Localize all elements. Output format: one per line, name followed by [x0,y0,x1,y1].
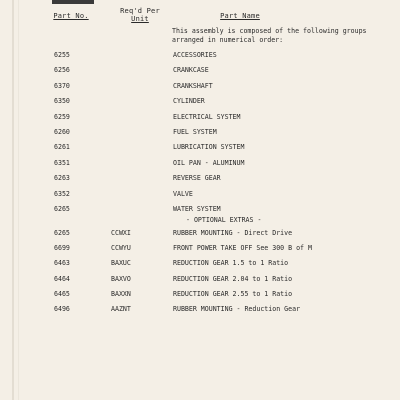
part-name: ACCESSORIES [173,51,217,59]
table-row [0,51,400,63]
part-number: 6263 [54,174,70,183]
top-edge-mark [52,0,94,4]
unit-code: CCWYU [111,244,131,253]
part-name: REVERSE GEAR [173,174,221,183]
part-name: REDUCTION GEAR 2.04 to 1 Ratio [173,274,293,283]
table-row [0,275,400,287]
unit-code: BAXUC [111,259,131,268]
table-row [0,174,400,186]
table-row [0,290,400,302]
part-name: ELECTRICAL SYSTEM [173,112,241,121]
part-name: OIL PAN - ALUMINUM [173,158,245,167]
header-part-name: Part Name [220,12,260,20]
table-row [0,305,400,317]
table-row [0,97,400,109]
part-name: FRONT POWER TAKE OFF See 300 B of M [173,244,312,253]
part-number: 6259 [54,112,70,121]
table-row [0,190,400,202]
header-reqd-line1: Req'd Per [120,7,160,15]
unit-code: BAXVO [111,274,131,283]
part-name: REDUCTION GEAR 1.5 to 1 Ratio [173,259,289,268]
part-name: FUEL SYSTEM [173,128,217,136]
unit-code: AAZNT [111,305,131,313]
table-row [0,229,400,241]
part-number: 6256 [54,66,70,75]
table-row [0,259,400,271]
part-name: LUBRICATION SYSTEM [173,143,245,152]
part-number: 6699 [54,244,70,253]
part-number: 6265 [54,205,70,213]
part-name: WATER SYSTEM [173,205,221,213]
table-row [0,66,400,78]
part-name: CRANKCASE [173,66,209,75]
part-number: 6351 [54,158,70,167]
header-reqd-line2: Unit [131,15,149,23]
part-number: 6265 [54,229,70,237]
part-number: 6255 [54,51,70,59]
unit-code: CCWXI [111,229,131,237]
part-number: 6464 [54,274,70,283]
part-name: VALVE [173,189,193,198]
part-number: 6465 [54,289,70,298]
part-name: CYLINDER [173,97,205,106]
part-name: CRANKSHAFT [173,81,213,90]
part-number: 6370 [54,81,70,90]
table-row [0,143,400,155]
part-number: 6260 [54,128,70,136]
part-number: 6350 [54,97,70,106]
table-row [0,244,400,256]
header-part-no: Part No. [53,12,89,20]
part-name: RUBBER MOUNTING - Reduction Gear [173,305,301,313]
optional-extras-heading: - OPTIONAL EXTRAS - [186,216,262,224]
table-row [0,82,400,94]
part-name: REDUCTION GEAR 2.55 to 1 Ratio [173,289,293,298]
part-number: 6496 [54,305,70,313]
part-name: RUBBER MOUNTING - Direct Drive [173,229,293,237]
unit-code: BAXXN [111,289,131,298]
table-row [0,159,400,171]
header-reqd-per-unit [110,7,170,23]
part-number: 6463 [54,259,70,268]
table-row [0,113,400,125]
part-number: 6352 [54,189,70,198]
intro-text: This assembly is composed of the following groups arranged in numerical order: [172,27,367,44]
part-number: 6261 [54,143,70,152]
table-row [0,128,400,140]
